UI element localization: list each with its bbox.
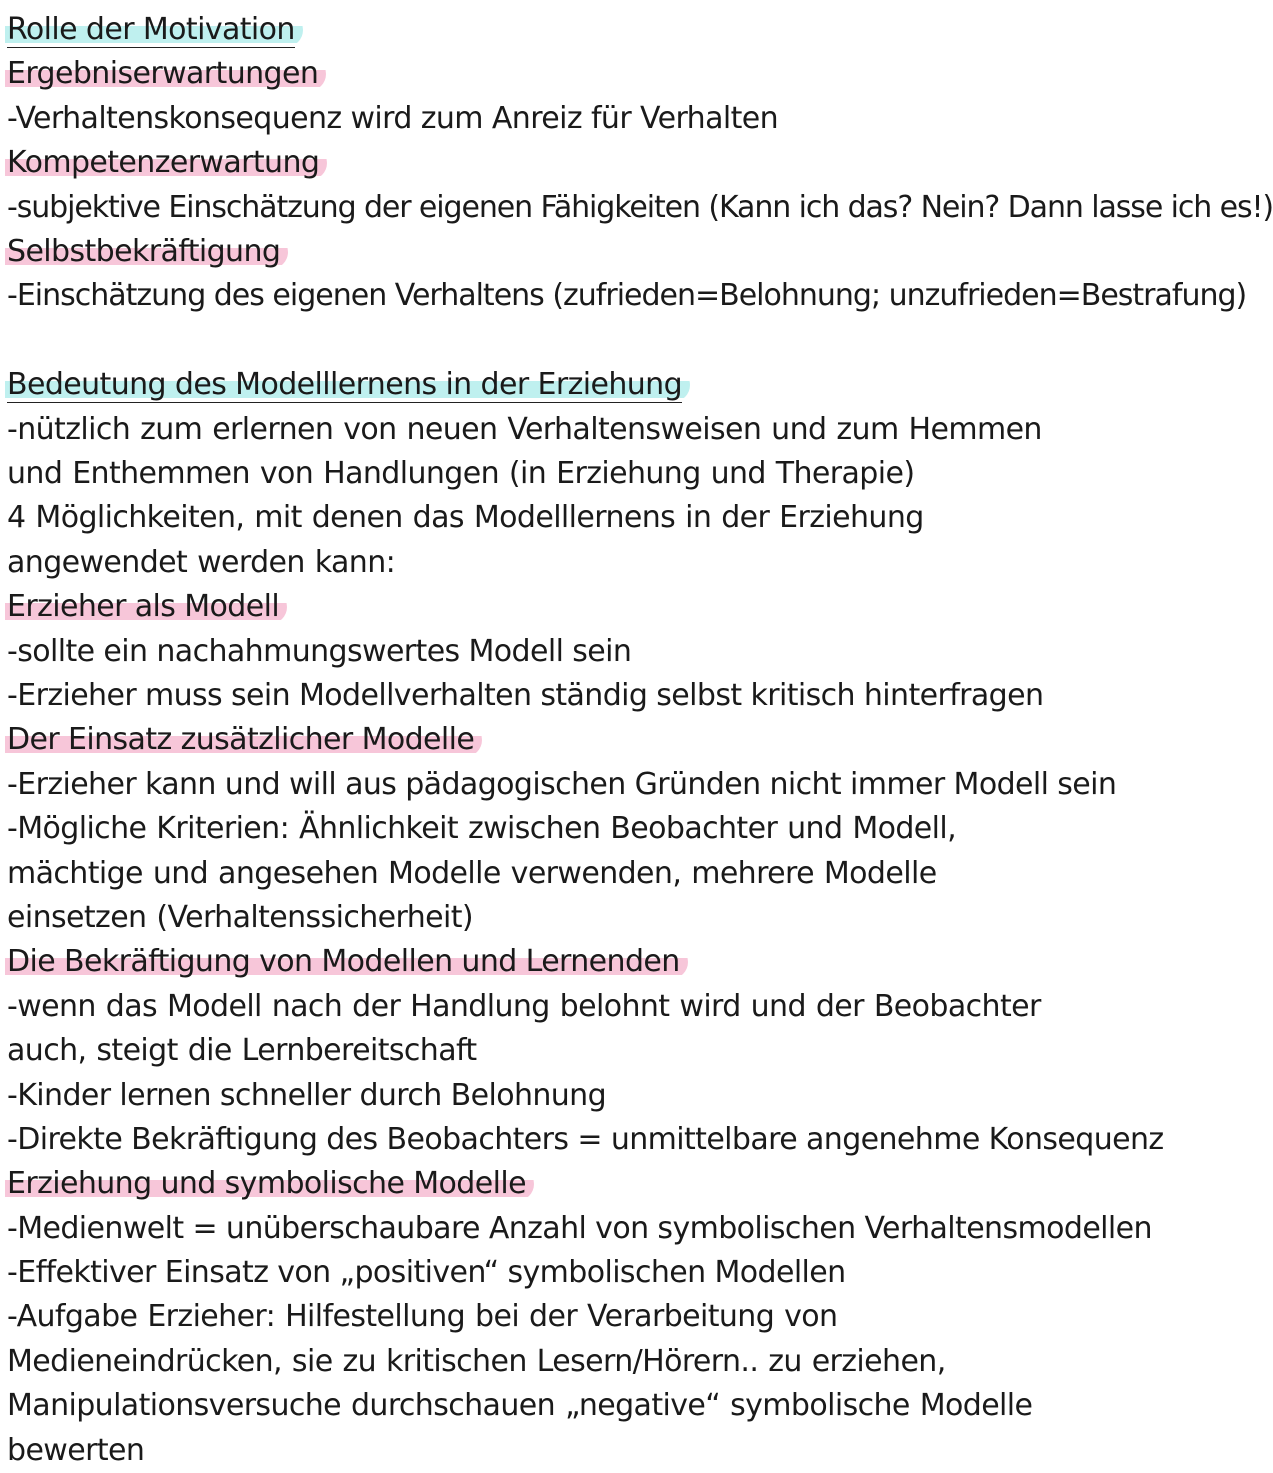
subheading-text: Die Bekräftigung von Modellen und Lernenden	[5, 945, 688, 979]
section-title	[7, 363, 1066, 407]
subheading	[7, 585, 1066, 629]
bullet-point: -Mögliche Kriterien: Ähnlichkeit zwischen Beobachter und Modell, mächtige und angesehen Modelle verwenden, mehrere Modelle einsetzen (Verhaltenssicherheit)	[7, 811, 957, 935]
bullet-point: -Aufgabe Erzieher: Hilfestellung bei der Verarbeitung von Medieneindrücken, sie zu kritischen Lesern/Hörern.. zu erziehen, Manipulationsversuche durchschauen „negative“ symbolische Modelle bewerten	[7, 1299, 1033, 1468]
bullet-point: -Kinder lernen schneller durch Belohnung	[7, 1077, 607, 1113]
subheading	[7, 1162, 1066, 1206]
bullet-point: -Medienwelt = unüberschaubare Anzahl von symbolischen Verhaltensmodellen	[7, 1210, 1152, 1246]
subheading-text: Der Einsatz zusätzlicher Modelle	[5, 723, 482, 757]
subheading-text: Erziehung und symbolische Modelle	[5, 1167, 534, 1201]
bullet-point: -Einschätzung des eigenen Verhaltens (zufrieden=Belohnung; unzufrieden=Bestrafung)	[7, 278, 1247, 314]
subheading	[7, 52, 1066, 96]
subheading-text: Ergebniserwartungen	[5, 57, 326, 91]
subheading	[7, 141, 1066, 185]
bullet-point: -subjektive Einschätzung der eigenen Fähigkeiten (Kann ich das? Nein? Dann lasse ich es!)	[7, 189, 1273, 225]
bullet-point: -Effektiver Einsatz von „positiven“ symbolischen Modellen	[7, 1255, 846, 1291]
subheading	[7, 230, 1066, 274]
bullet-point: -Direkte Bekräftigung des Beobachters = unmittelbare angenehme Konsequenz	[7, 1121, 1164, 1157]
spacer	[7, 319, 1066, 363]
subheading-text: Erzieher als Modell	[5, 590, 287, 624]
bullet-point: -Erzieher muss sein Modellverhalten ständig selbst kritisch hinterfragen	[7, 677, 1044, 713]
intro-paragraph: -nützlich zum erlernen von neuen Verhaltensweisen und zum Hemmen und Enthemmen von Handlungen (in Erziehung und Therapie)	[7, 411, 1042, 491]
section-title	[7, 8, 1066, 52]
bullet-point: -wenn das Modell nach der Handlung belohnt wird und der Beobachter auch, steigt die Lernbereitschaft	[7, 988, 1041, 1069]
bullet-point: -Verhaltenskonsequenz wird zum Anreiz für Verhalten	[7, 100, 779, 136]
bullet-point: -Erzieher kann und will aus pädagogischen Gründen nicht immer Modell sein	[7, 766, 1117, 802]
section-title-text: Bedeutung des Modelllernens in der Erziehung	[7, 367, 683, 403]
subheading-text: Kompetenzerwartung	[5, 146, 327, 180]
bullet-point: -sollte ein nachahmungswertes Modell sein	[7, 633, 632, 669]
subheading	[7, 718, 1066, 762]
subheading	[7, 940, 1066, 984]
section-title-text: Rolle der Motivation	[7, 12, 295, 47]
subheading-text: Selbstbekräftigung	[5, 235, 288, 269]
intro-paragraph: 4 Möglichkeiten, mit denen das Modelllernens in der Erziehung angewendet werden kann:	[7, 500, 924, 580]
